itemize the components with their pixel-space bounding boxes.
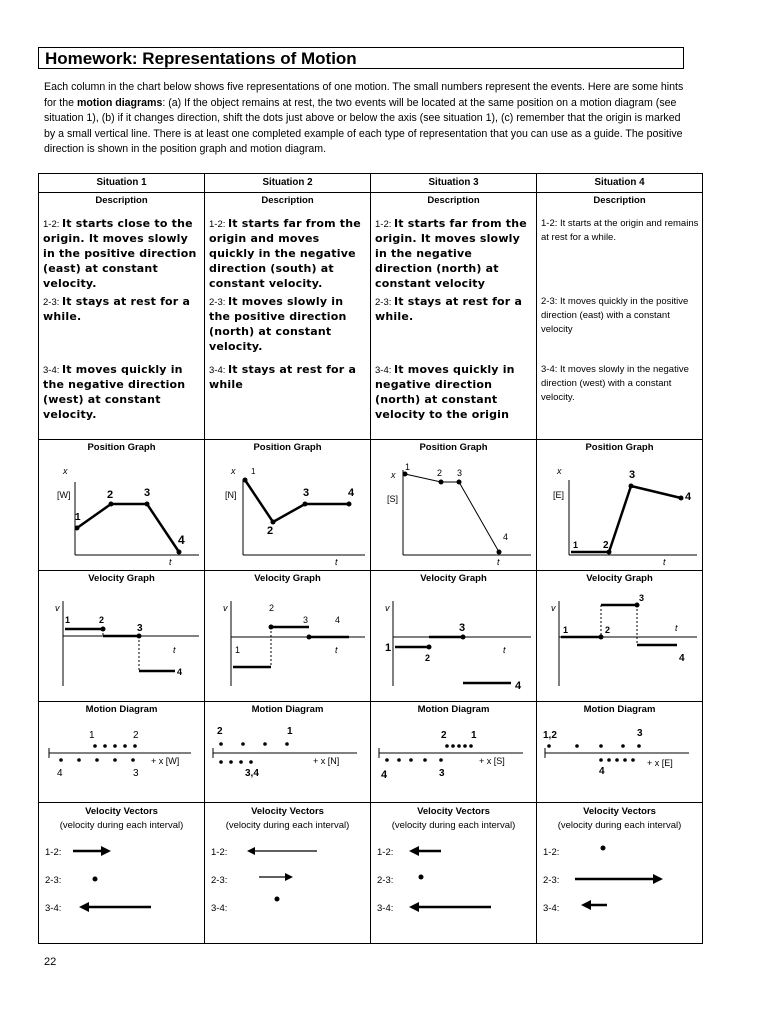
svg-text:4: 4 [599, 766, 605, 777]
svg-text:1: 1 [385, 642, 392, 654]
velocity-graph-cell-3: Velocity Graph v 1 2 3 4 t [371, 571, 537, 702]
position-graph-4 [537, 440, 703, 570]
svg-text:t: t [169, 557, 172, 567]
svg-text:4: 4 [57, 768, 63, 779]
description-1-23: It stays at rest for a while. [43, 295, 191, 323]
svg-text:v: v [551, 603, 556, 613]
description-1-34: It moves quickly in the negative direction (west) at constant velocity. [43, 363, 186, 421]
velocity-graph-4 [537, 571, 703, 701]
description-cell-1: Description 1-2: It starts close to the origin. It moves slowly in the positive direction (east) at constant velocity. 2-3: It stays at rest for a while. 3-4: It moves quickly in the negative direction (west) at constant velocity. [39, 193, 205, 440]
svg-text:4: 4 [177, 667, 183, 677]
velocity-graph-cell-4: Velocity Graph v 1 2 3 4 t [537, 571, 703, 702]
svg-text:x: x [557, 466, 562, 476]
svg-text:2: 2 [267, 525, 274, 537]
description-1-12: It starts close to the origin. It moves slowly in the positive direction (east) at constant velocity. [43, 217, 197, 290]
motion-diagram-cell-3: Motion Diagram 2 1 3 4 + x [S] [371, 702, 537, 803]
svg-text:t: t [173, 645, 176, 655]
svg-text:3: 3 [637, 728, 643, 739]
svg-text:3: 3 [459, 622, 466, 634]
svg-text:1: 1 [471, 730, 477, 741]
svg-text:2: 2 [605, 625, 611, 635]
svg-text:3: 3 [133, 768, 139, 779]
svg-text:t: t [503, 645, 506, 655]
svg-text:3: 3 [629, 469, 636, 481]
svg-text:4: 4 [335, 615, 341, 625]
svg-text:4: 4 [348, 487, 355, 499]
svg-text:2: 2 [133, 730, 139, 741]
header-situation-3: Situation 3 [371, 174, 537, 193]
svg-text:2: 2 [99, 615, 105, 625]
svg-text:1: 1 [251, 467, 256, 476]
svg-text:3,4: 3,4 [245, 768, 259, 779]
velocity-vectors-cell-3: Velocity Vectors (velocity during each interval) 1-2: 2-3: 3-4: [371, 803, 537, 944]
svg-text:4: 4 [685, 491, 692, 503]
svg-text:3: 3 [144, 487, 151, 499]
header-situation-2: Situation 2 [205, 174, 371, 193]
description-3-23: It stays at rest for a while. [375, 295, 523, 323]
svg-text:1: 1 [287, 726, 293, 737]
position-graph-cell-3: Position Graph x 1 2 3 4 [S] t [371, 440, 537, 571]
svg-text:3: 3 [439, 768, 445, 779]
svg-text:3: 3 [303, 487, 310, 499]
svg-text:1: 1 [65, 615, 71, 625]
svg-text:[N]: [N] [225, 490, 237, 500]
svg-text:1,2: 1,2 [543, 730, 557, 741]
svg-text:3: 3 [137, 623, 143, 634]
velocity-vectors-4 [537, 803, 703, 943]
svg-text:[E]: [E] [553, 490, 565, 500]
description-cell-3: Description 1-2: It starts far from the origin. It moves slowly in the negative direction (north) at constant velocity 2-3: It stays at rest for a while. 3-4: It moves quickly in negative direction (north) at constant velocity to the origin [371, 193, 537, 440]
svg-text:2: 2 [425, 653, 431, 663]
svg-text:2: 2 [217, 726, 223, 737]
description-3-12: It starts far from the origin. It moves slowly in the negative direction (north) at constant velocity [375, 217, 527, 290]
velocity-graph-3 [371, 571, 537, 701]
position-graph-cell-1: Position Graph x [W] 1 2 3 4 t [39, 440, 205, 571]
position-graph-cell-2: Position Graph x 1 [N] 2 3 4 t [205, 440, 371, 571]
description-2-34: It stays at rest for a while [209, 363, 357, 391]
position-graph-1 [39, 440, 205, 570]
svg-text:3: 3 [639, 593, 645, 603]
velocity-vectors-3 [371, 803, 537, 943]
svg-text:v: v [385, 603, 390, 613]
svg-text:2: 2 [437, 468, 443, 478]
svg-text:t: t [663, 557, 666, 567]
description-2-12: It starts far from the origin and moves quickly in the negative direction (south) at constant velocity. [209, 217, 361, 290]
motion-diagram-4 [537, 702, 703, 802]
description-4-23: It moves quickly in the positive direction (east) with a constant velocity [541, 296, 689, 335]
velocity-vectors-cell-1: Velocity Vectors (velocity during each interval) 1-2: 2-3: 3-4: [39, 803, 205, 944]
svg-text:[S]: [S] [387, 494, 399, 504]
header-situation-4: Situation 4 [537, 174, 703, 193]
svg-text:1: 1 [235, 645, 241, 655]
svg-text:t: t [335, 645, 338, 655]
motion-diagram-3 [371, 702, 537, 802]
position-graph-2 [205, 440, 371, 570]
svg-text:+ x [E]: + x [E] [647, 758, 673, 768]
svg-text:3: 3 [303, 615, 309, 625]
motion-diagram-1 [39, 702, 205, 802]
svg-text:[W]: [W] [57, 490, 71, 500]
svg-text:+ x [S]: + x [S] [479, 756, 505, 766]
svg-text:2: 2 [107, 489, 114, 501]
header-situation-1: Situation 1 [39, 174, 205, 193]
description-2-23: It moves slowly in the positive direction (north) at constant velocity. [209, 295, 347, 353]
svg-text:t: t [675, 623, 678, 633]
svg-text:1: 1 [573, 540, 579, 550]
description-4-34: It moves slowly in the negative direction (west) with a constant velocity. [541, 364, 689, 403]
svg-text:3: 3 [457, 468, 463, 478]
velocity-vectors-cell-2: Velocity Vectors (velocity during each interval) 1-2: 2-3: 3-4: [205, 803, 371, 944]
description-cell-2: Description 1-2: It starts far from the origin and moves quickly in the negative direction (south) at constant velocity. 2-3: It moves slowly in the positive direction (north) at constant velocity. 3-4: It stays at rest for a while [205, 193, 371, 440]
velocity-graph-2 [205, 571, 371, 701]
page-number: 22 [44, 956, 57, 968]
velocity-vectors-2 [205, 803, 371, 943]
svg-text:2: 2 [269, 603, 275, 613]
svg-text:4: 4 [503, 532, 509, 542]
velocity-vectors-1 [39, 803, 205, 943]
svg-text:4: 4 [515, 680, 522, 692]
motion-diagram-cell-2: Motion Diagram 2 1 3,4 + x [N] [205, 702, 371, 803]
svg-text:v: v [223, 603, 228, 613]
velocity-graph-cell-1: Velocity Graph v 1 2 3 4 t [39, 571, 205, 702]
svg-text:x: x [63, 466, 68, 476]
svg-text:t: t [335, 557, 338, 567]
representations-table [38, 173, 703, 944]
svg-text:1: 1 [405, 462, 411, 472]
description-3-34: It moves quickly in negative direction (north) at constant velocity to the origin [375, 363, 515, 421]
svg-text:2: 2 [603, 540, 609, 551]
motion-diagram-2 [205, 702, 371, 802]
svg-text:+ x [W]: + x [W] [151, 756, 180, 766]
position-graph-3 [371, 440, 537, 570]
svg-text:1: 1 [563, 625, 569, 635]
position-graph-cell-4: Position Graph x [E] 1 2 3 4 t [537, 440, 703, 571]
svg-text:x: x [231, 466, 236, 476]
svg-text:x: x [391, 470, 396, 480]
motion-diagram-cell-4: Motion Diagram 1,2 3 4 + x [E] [537, 702, 703, 803]
svg-text:4: 4 [679, 653, 685, 664]
svg-text:4: 4 [381, 769, 388, 781]
svg-text:v: v [55, 603, 60, 613]
svg-text:t: t [497, 557, 500, 567]
page-title: Homework: Representations of Motion [38, 47, 684, 69]
motion-diagram-cell-1: Motion Diagram 1 2 3 4 + x [W] [39, 702, 205, 803]
intro-paragraph: Each column in the chart below shows five representations of one motion. The small numbers represent the events. Here are some hints for the motion diagrams: (a) If the object remains at rest, the two events will be located at the same position on a motion diagram (see situation 1), (b) if it changes direction, shift the dots just above or below the axis (see situation 1), (c) remember that the origin is marked by a small vertical line. There is at least one completed example of each type of representation that you can use as a guide. The positive direction is shown in the position graph and motion diagram. [44, 81, 684, 156]
svg-text:1: 1 [89, 730, 95, 741]
svg-text:4: 4 [178, 533, 185, 547]
description-4-12: It starts at the origin and remains at rest for a while. [541, 218, 699, 243]
velocity-vectors-cell-4: Velocity Vectors (velocity during each interval) 1-2: 2-3: 3-4: [537, 803, 703, 944]
svg-text:+ x [N]: + x [N] [313, 756, 340, 766]
svg-text:2: 2 [441, 730, 447, 741]
svg-text:1: 1 [75, 512, 81, 523]
velocity-graph-1 [39, 571, 205, 701]
description-cell-4: Description 1-2: It starts at the origin and remains at rest for a while. 2-3: It moves quickly in the positive direction (east) with a constant velocity 3-4: It moves slowly in the negative direction (west) with a constant velocity. [537, 193, 703, 440]
velocity-graph-cell-2: Velocity Graph v 1 2 3 4 t [205, 571, 371, 702]
